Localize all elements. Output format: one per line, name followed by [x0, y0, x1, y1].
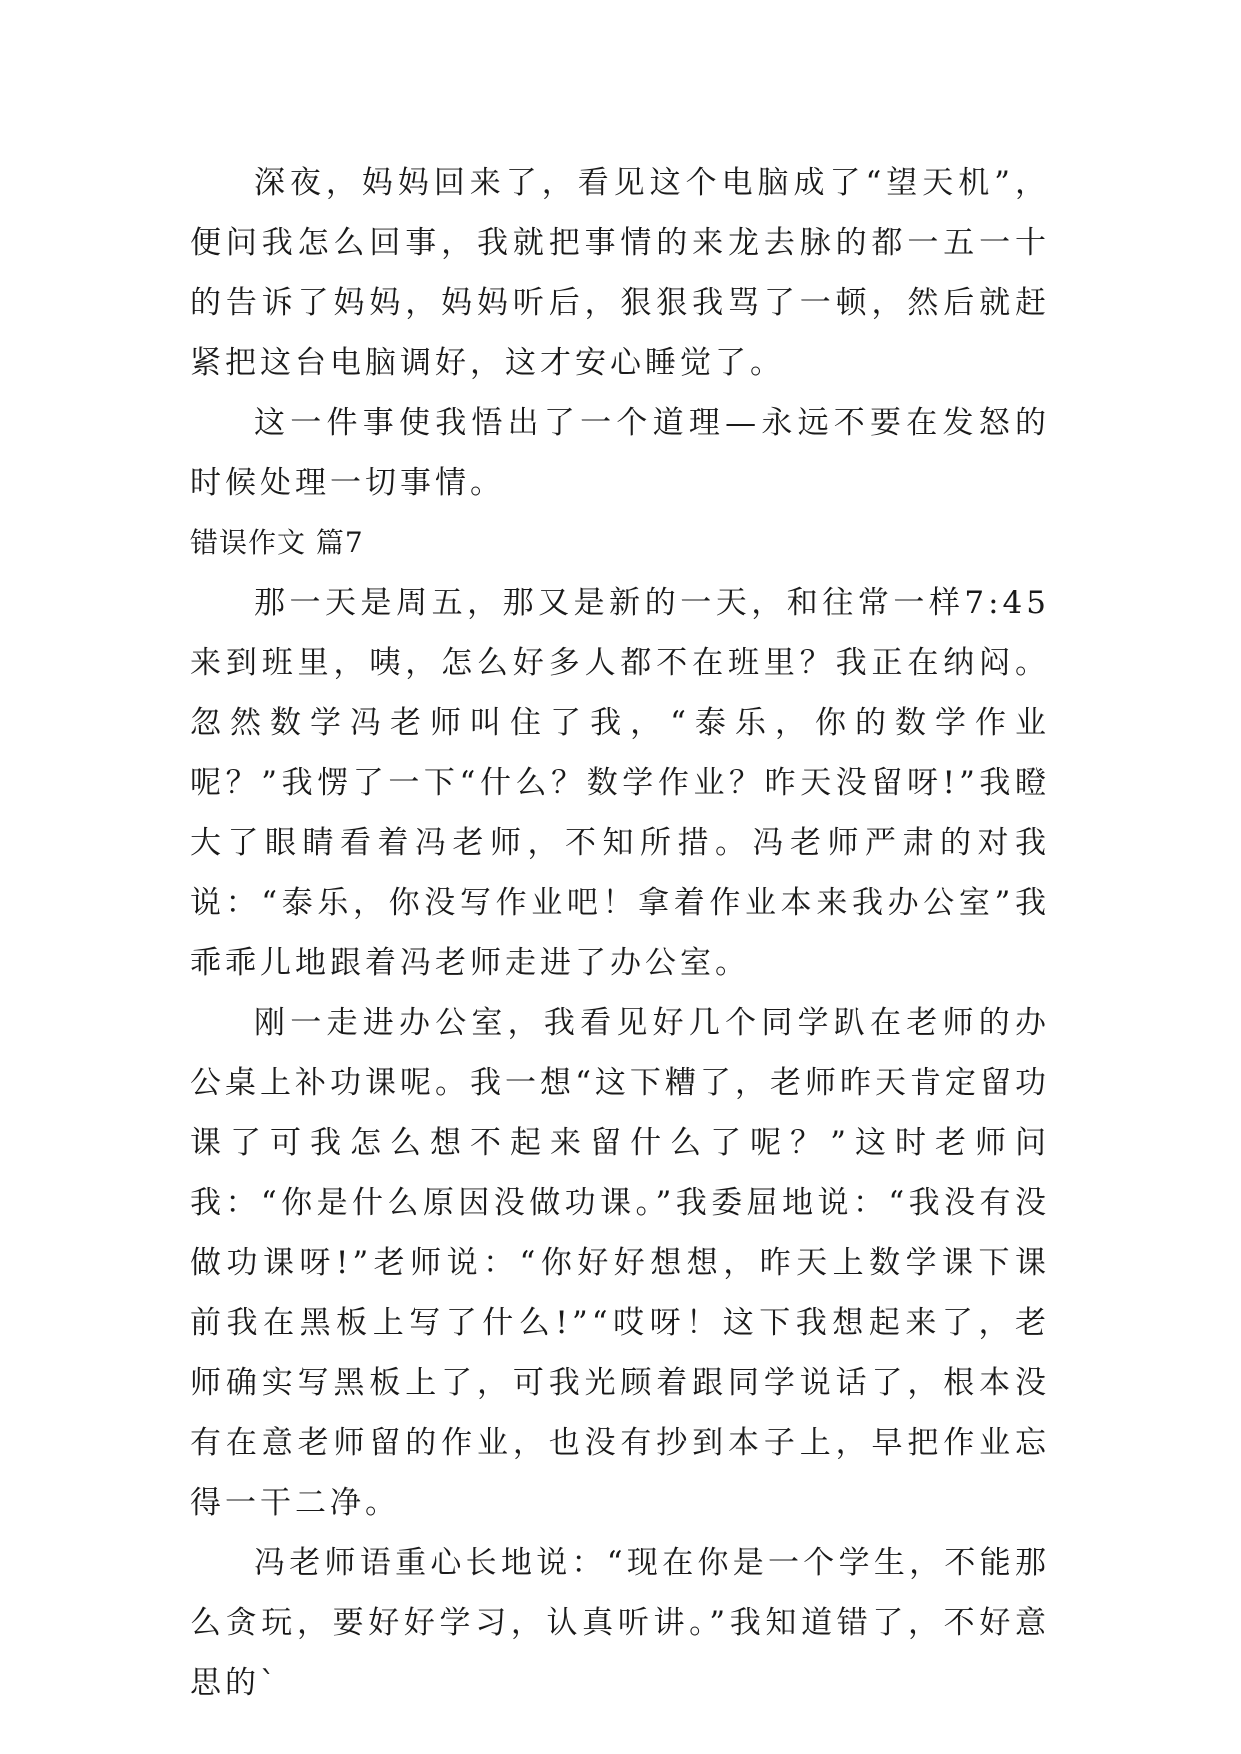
paragraph: 那一天是周五，那又是新的一天，和往常一样7:45来到班里，咦，怎么好多人都不在班里？我正在纳闷。忽然数学冯老师叫住了我，“泰乐，你的数学作业呢？”我愣了一下“什么？数学作业？昨天没留呀!”我瞪大了眼睛看着冯老师，不知所措。冯老师严肃的对我说：“泰乐，你没写作业吧！拿着作业本来我办公室”我乖乖儿地跟着冯老师走进了办公室。 — [190, 585, 1050, 981]
paragraph: 深夜，妈妈回来了，看见这个电脑成了“望天机”，便问我怎么回事，我就把事情的来龙去脉的都一五一十的告诉了妈妈，妈妈听后，狠狠我骂了一顿，然后就赶紧把这台电脑调好，这才安心睡觉了。 — [190, 165, 1050, 381]
section-heading: 错误作文 篇7 — [190, 526, 364, 559]
document-page — [190, 153, 1050, 1713]
paragraph: 冯老师语重心长地说：“现在你是一个学生，不能那么贪玩，要好好学习，认真听讲。”我知道错了，不好意思的` — [190, 1545, 1050, 1701]
paragraph: 刚一走进办公室，我看见好几个同学趴在老师的办公桌上补功课呢。我一想“这下糟了，老师昨天肯定留功课了可我怎么想不起来留什么了呢？”这时老师问我：“你是什么原因没做功课。”我委屈地说：“我没有没做功课呀!”老师说：“你好好想想，昨天上数学课下课前我在黑板上写了什么!”“哎呀！这下我想起来了，老师确实写黑板上了，可我光顾着跟同学说话了，根本没有在意老师留的作业，也没有抄到本子上，早把作业忘得一干二净。 — [190, 1005, 1050, 1521]
paragraph: 这一件事使我悟出了一个道理—永远不要在发怒的时候处理一切事情。 — [190, 405, 1050, 501]
